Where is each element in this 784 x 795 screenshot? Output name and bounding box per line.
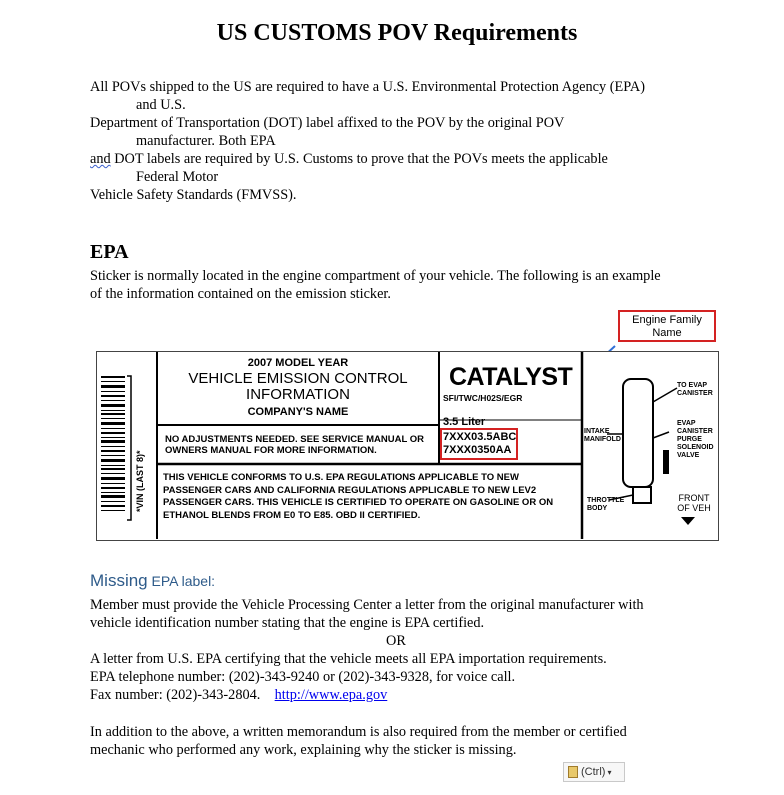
diagram-label: TO EVAP	[677, 382, 708, 389]
clipboard-icon	[568, 766, 578, 778]
missing-epa-body	[90, 596, 750, 704]
emission-sticker-image	[96, 351, 719, 541]
conformity-line: PASSENGER CARS. THIS VEHICLE IS CERTIFIED TO OPERATE ON GASOLINE OR ON	[163, 497, 554, 508]
fax-number: Fax number: (202)-343-2804.	[90, 687, 261, 703]
epa-description-line: of the information contained on the emission sticker.	[90, 286, 391, 302]
memorandum-paragraph	[90, 723, 750, 759]
engine-liter: 3.5 Liter	[443, 416, 486, 428]
to-evap-label	[677, 382, 713, 398]
intro-line: Federal Motor	[136, 169, 219, 185]
diagram-label: INTAKE	[584, 428, 610, 435]
engine-family-code: 7XXX03.5ABC	[443, 431, 517, 443]
vin-text: *VIN (LAST 8)*	[135, 450, 145, 512]
sticker-heading-line: INFORMATION	[246, 386, 350, 403]
catalyst-text: CATALYST	[449, 363, 573, 391]
page-title: US CUSTOMS POV Requirements	[216, 20, 578, 46]
model-year: 2007 MODEL YEAR	[247, 357, 349, 369]
evap-purge-label	[677, 420, 714, 460]
sticker-heading-line: VEHICLE EMISSION CONTROL	[188, 370, 408, 387]
epa-heading: EPA	[90, 241, 129, 263]
missing-heading-word: Missing	[90, 571, 148, 590]
engine-family-codes	[443, 431, 516, 457]
company-name: COMPANY'S NAME	[247, 406, 349, 418]
diagram-label: EVAP	[677, 420, 696, 427]
intro-line: Department of Transportation (DOT) label affixed to the POV by the original POV	[90, 115, 565, 131]
missing-body-line: Member must provide the Vehicle Processing Center a letter from the original manufacturer with	[90, 597, 644, 613]
diagram-label: VALVE	[677, 452, 700, 459]
intro-line-rest: DOT labels are required by U.S. Customs to prove that the POVs meets the applicable	[110, 151, 608, 167]
diagram-label: CANISTER	[677, 428, 713, 435]
diagram-label: OF VEH	[677, 503, 711, 513]
callout-line: Name	[652, 327, 682, 339]
intake-label	[584, 428, 621, 444]
catalyst-codes: SFI/TWC/H02S/EGR	[443, 393, 523, 403]
diagram-label: BODY	[587, 505, 608, 512]
missing-body-line: vehicle identification number stating that the engine is EPA certified.	[90, 615, 485, 631]
callout-line: Engine Family	[632, 314, 702, 326]
diagram-label: CANISTER	[677, 390, 713, 397]
missing-body-line: EPA telephone number: (202)-343-9240 or (202)-343-9328, for voice call.	[90, 669, 516, 685]
fax-line	[90, 686, 750, 704]
conformity-text	[163, 472, 553, 522]
no-adjustments-text	[165, 434, 424, 456]
no-adjustments-line: NO ADJUSTMENTS NEEDED. SEE SERVICE MANUAL OR	[165, 434, 425, 445]
diagram-label: MANIFOLD	[584, 436, 621, 443]
barcode	[101, 376, 125, 511]
diagram-label: SOLENOID	[677, 444, 714, 451]
missing-heading-rest: EPA label:	[147, 573, 216, 589]
intro-line: All POVs shipped to the US are required to have a U.S. Environmental Protection Agency (EPA)	[90, 79, 645, 95]
diagram-label: FRONT	[678, 493, 710, 503]
conformity-line: PASSENGER CARS AND CALIFORNIA REGULATIONS APPLICABLE TO NEW LEV2	[163, 484, 537, 496]
intro-line: manufacturer. Both EPA	[136, 133, 276, 149]
diagram-label: PURGE	[677, 436, 702, 443]
engine-family-code: 7XXX0350AA	[443, 444, 512, 456]
intro-line: Vehicle Safety Standards (FMVSS).	[90, 187, 297, 203]
paste-options-label: (Ctrl)	[581, 766, 606, 778]
epa-description-line: Sticker is normally located in the engine compartment of your vehicle. The following is an example	[90, 268, 661, 284]
chevron-down-icon: ▾	[607, 768, 612, 777]
epa-website-link[interactable]: http://www.epa.gov	[274, 687, 388, 703]
front-label	[674, 493, 714, 513]
sticker-heading	[157, 371, 439, 403]
no-adjustments-line: OWNERS MANUAL FOR MORE INFORMATION.	[165, 445, 377, 456]
missing-body-line: A letter from U.S. EPA certifying that the vehicle meets all EPA importation requirements.	[90, 651, 607, 667]
diagram-label: THROTTLE	[587, 497, 625, 504]
missing-epa-heading	[90, 571, 215, 591]
spellcheck-word[interactable]: and	[90, 151, 111, 167]
memo-line: mechanic who performed any work, explaining why the sticker is missing.	[90, 742, 517, 758]
paste-options-button[interactable]	[563, 762, 625, 782]
throttle-label	[587, 497, 624, 513]
intro-line: and U.S.	[136, 97, 186, 113]
conformity-line: ETHANOL BLENDS FROM E0 TO E85. OBD II CERTIFIED.	[163, 509, 421, 521]
or-separator: OR	[386, 633, 406, 649]
memo-line: In addition to the above, a written memorandum is also required from the member or certified	[90, 724, 627, 740]
conformity-line: THIS VEHICLE CONFORMS TO U.S. EPA REGULATIONS APPLICABLE TO NEW	[163, 472, 519, 483]
